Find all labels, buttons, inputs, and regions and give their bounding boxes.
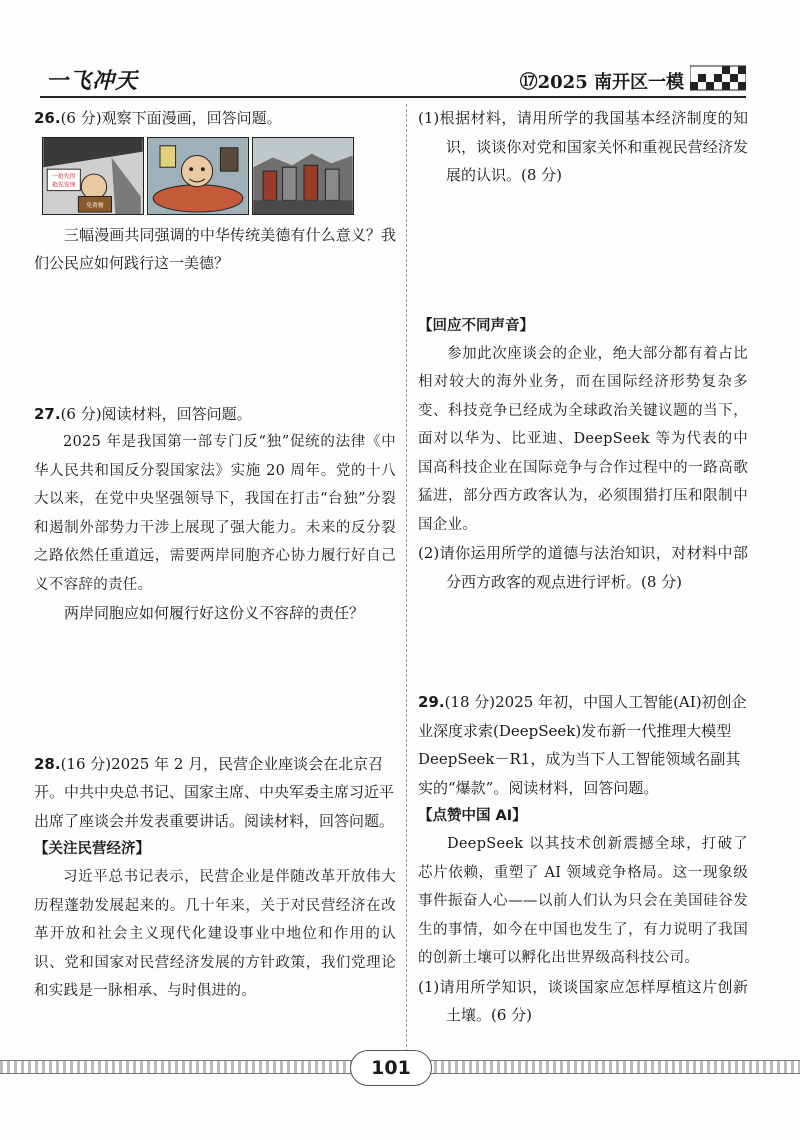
comic-panel-1 (42, 137, 144, 215)
exam-title: ⑰2025 南开区一模 (519, 72, 684, 93)
question-head: (18 分)2025 年初，中国人工智能(AI)初创企业深度求索(DeepSeek)发布新一代推理大模型 DeepSeek－R1，成为当下人工智能领域名副其实的“爆款”。阅读材料，回答问题。 (418, 693, 747, 797)
comic-sign-text-2: 抢先发现 (52, 182, 76, 189)
comic-panel-3 (252, 137, 354, 215)
comic-sign-text-3: 免费餐 (86, 202, 104, 209)
section-heading: 【回应不同声音】 (418, 317, 534, 334)
sub-question: (1)根据材料，请用所学的我国基本经济制度的知识，谈谈你对党和国家关怀和重视民营经济发展的认识。(8 分) (418, 109, 748, 184)
question-26 (34, 104, 396, 278)
question-27 (34, 400, 396, 628)
right-column (418, 104, 748, 1030)
comic-panel-2 (147, 137, 249, 215)
material-text: 2025 年是我国第一部专门反“独”促统的法律《中华人民共和国反分裂国家法》实施 20 周年。党的十八大以来，在党中央坚强领导下，我国在打击“台独”分裂和遏制外部势力干涉上展现了强大能力。未来的反分裂之路依然任重道远，需要两岸同胞齐心协力履行好自己义不容辞的责任。 (34, 434, 396, 593)
question-head: (6 分)观察下面漫画，回答问题。 (60, 109, 282, 127)
question-number: 27. (34, 404, 61, 423)
material-text: 习近平总书记表示，民营企业是伴随改革开放伟大历程蓬勃发展起来的。几十年来，关于对民营经济在改革开放和社会主义现代化建设事业中地位和作用的认识、党和国家对民营经济发展的方针政策，我们党理论和实践是一脉相承、与时俱进的。 (34, 869, 396, 999)
comic-illustration-3 (253, 138, 353, 214)
section-heading: 【关注民营经济】 (34, 841, 150, 857)
section-block (418, 312, 748, 597)
question-head: (6 分)阅读材料，回答问题。 (60, 404, 252, 423)
question-head: (16 分)2025 年 2 月，民营企业座谈会在北京召开。中共中央总书记、国家主席、中央军委主席习近平出席了座谈会并发表重要讲话。阅读材料，回答问题。 (34, 754, 395, 830)
column-divider (406, 104, 407, 1052)
left-column (34, 104, 396, 1006)
question-text: 三幅漫画共同强调的中华传统美德有什么意义？我们公民应如何践行这一美德？ (34, 225, 396, 272)
comic-sign-text-1: 一抢先得 (52, 173, 76, 180)
brand-title: 一飞冲天 (46, 69, 139, 94)
question-number: 29. (418, 693, 445, 711)
question-text: 两岸同胞应如何履行好这份义不容辞的责任？ (64, 604, 365, 622)
material-text: 参加此次座谈会的企业，绝大部分都有着占比相对较大的海外业务，而在国际经济形势复杂多变、科技竞争已经成为全球政治关键议题的当下，面对以华为、比亚迪、DeepSeek 等为代表的中国高科技企业在国际竞争与合作过程中的一路高歌猛进，部分西方政客认为，必须围猎打压和限制中国企业。 (418, 345, 748, 533)
material-text: DeepSeek 以其技术创新震撼全球，打破了芯片依赖，重塑了 AI 领域竞争格局。这一现象级事件振奋人心——以前人们认为只会在美国硅谷发生的事情，如今在中国也发生了，有力说明了我国的创新土壤可以孵化出世界级高科技公司。 (418, 836, 748, 966)
question-29 (418, 688, 748, 1030)
question-28 (34, 750, 396, 1006)
page-header (40, 60, 746, 98)
comic-illustration-1 (43, 138, 143, 214)
comic-illustration-2 (148, 138, 248, 214)
section-heading: 【点赞中国 AI】 (418, 808, 527, 824)
checkerboard-decoration-icon (690, 64, 746, 94)
question-number: 28. (34, 754, 61, 773)
sub-question: (2)请你运用所学的道德与法治知识，对材料中部分西方政客的观点进行评析。(8 分) (418, 544, 748, 591)
page-footer (0, 1048, 800, 1088)
sub-question: (1)请用所学知识，谈谈国家应怎样厚植这片创新土壤。(6 分) (418, 977, 748, 1024)
comic-strip (42, 137, 396, 215)
page-number: 101 (350, 1050, 432, 1086)
question-number: 26. (34, 109, 61, 127)
